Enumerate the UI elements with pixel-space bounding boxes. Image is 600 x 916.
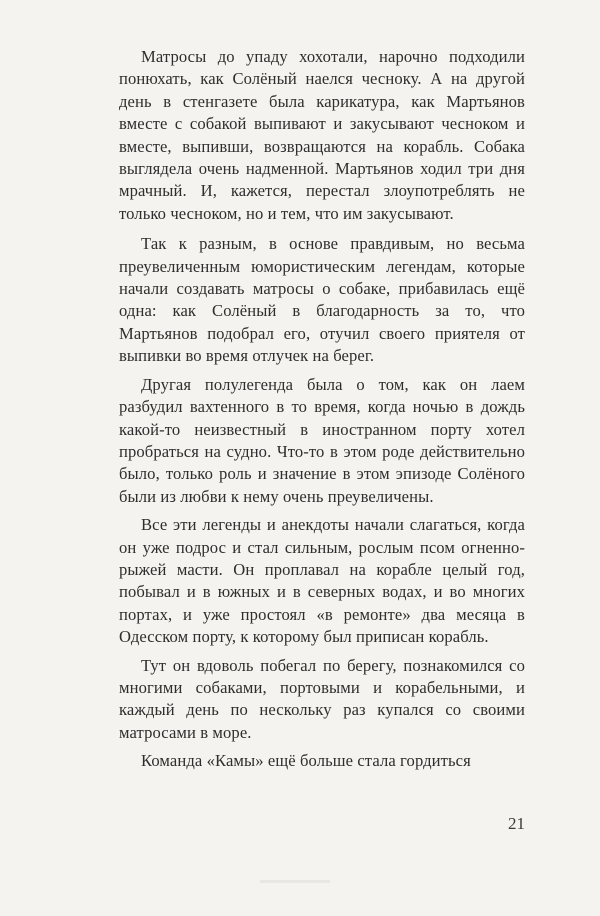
paragraph-3: Другая полулегенда была о том, как он лаем разбудил вахтенного в то время, когда ночью в дождь какой-то неизвестный в иностранном порту хотел пробраться на судно. Что-то в этом роде действительно было, только роль и значение в этом эпизоде Солёного были из любви к нему очень преувеличены. <box>119 374 525 506</box>
page-number: 21 <box>508 814 525 833</box>
body-text <box>119 46 525 779</box>
paragraph-6: Команда «Камы» ещё больше стала гордиться <box>141 751 471 771</box>
scan-artifact <box>260 880 330 883</box>
paragraph-5: Тут он вдоволь побегал по берегу, познакомился со многими собаками, портовыми и корабельными, и каждый день по нескольку раз купался со своими матросами в море. <box>119 655 525 742</box>
paragraph-1: Матросы до упаду хохотали, нарочно подходили понюхать, как Солёный наелся чесноку. А на другой день в стенгазете была карикатура, как Мартьянов вместе с собакой выпивают и закусывают чесноком и вместе, выпивши, возвращаются на корабль. Собака выглядела очень надменной. Мартьянов ходил три дня мрачный. И, кажется, перестал злоупотреблять не только чесноком, но и тем, что им закусывают. <box>119 47 525 223</box>
paragraph-2: Так к разным, в основе правдивым, но весьма преувеличенным юмористическим легендам, которые начали создавать матросы о собаке, прибавилась ещё одна: как Солёный в благодарность за то, что Мартьянов подобрал его, отучил своего приятеля от выпивки во время отлучек на берег. <box>119 234 525 366</box>
paragraph-4: Все эти легенды и анекдоты начали слагаться, когда он уже подрос и стал сильным, рослым псом огненно-рыжей масти. Он проплавал на корабле целый год, побывал и в южных и в северных водах, и во многих портах, и уже простоял «в ремонте» два месяца в Одесском порту, к которому был приписан корабль. <box>119 515 525 647</box>
